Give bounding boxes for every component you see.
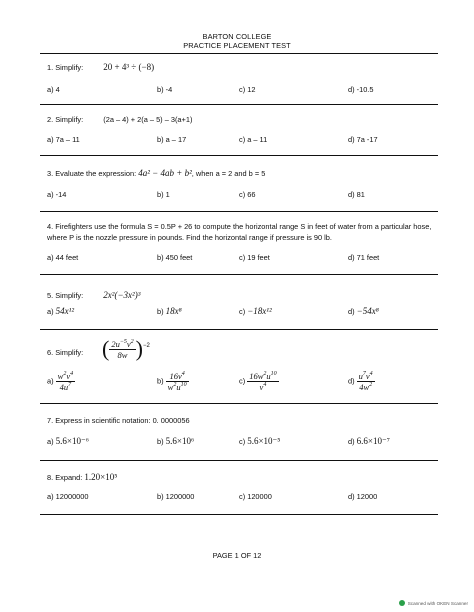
question-8-expr: 1.20×10⁵ xyxy=(84,472,118,482)
question-6-prompt: 6. Simplify: xyxy=(47,348,84,357)
q4-answer-c: c) 19 feet xyxy=(239,253,270,262)
q7-answer-c: c) 5.6×10⁻⁵ xyxy=(239,436,281,446)
divider xyxy=(40,329,438,330)
q6-answer-a: a) $\frac{w^2v^4}{4u^7}$ xyxy=(47,371,74,392)
divider xyxy=(40,274,438,275)
q8-answer-a: a) 12000000 xyxy=(47,492,89,501)
q7-answer-a-expr: 5.6×10⁻⁶ xyxy=(55,436,89,446)
q8-answer-b: b) 1200000 xyxy=(157,492,195,501)
q2-answer-d: d) 7a -17 xyxy=(348,135,378,144)
q5-answer-d-expr: −54x⁸ xyxy=(356,306,379,316)
q8-answer-d: d) 12000 xyxy=(348,492,378,501)
q1-answer-a: a) 4 xyxy=(47,85,60,94)
question-5-expr: 2x²(−3x²)³ xyxy=(103,290,141,300)
q5-answer-c: c) −18x¹² xyxy=(239,306,272,316)
q5-answer-b-expr: 18x⁸ xyxy=(165,306,182,316)
q5-answer-c-expr: −18x¹² xyxy=(247,306,272,316)
question-2-expr: (2a – 4) + 2(a – 5) – 3(a+1) xyxy=(103,115,193,124)
q2-answer-b: b) a – 17 xyxy=(157,135,187,144)
q2-answer-a: a) 7a – 11 xyxy=(47,135,80,144)
q3-answer-a: a) -14 xyxy=(47,190,67,199)
question-1 xyxy=(47,62,154,72)
question-3-expr: 4a² − 4ab + b² xyxy=(138,168,192,178)
page-number: PAGE 1 OF 12 xyxy=(212,551,262,560)
q2-answer-c: c) a – 11 xyxy=(239,135,268,144)
question-1-prompt: 1. Simplify: xyxy=(47,63,84,72)
divider xyxy=(40,104,438,105)
divider xyxy=(40,460,438,461)
divider xyxy=(40,53,438,54)
college-name: BARTON COLLEGE xyxy=(202,32,272,41)
divider xyxy=(40,155,438,156)
q7-answer-b-expr: 5.6×10⁶ xyxy=(165,436,195,446)
q6-answer-b: b) $\frac{16v^4}{w^2u^{10}}$ xyxy=(157,371,187,392)
question-5-prompt: 5. Simplify: xyxy=(47,291,84,300)
q7-answer-a: a) 5.6×10⁻⁶ xyxy=(47,436,89,446)
divider xyxy=(40,211,438,212)
test-title: PRACTICE PLACEMENT TEST xyxy=(183,41,291,50)
question-8-prompt: 8. Expand: xyxy=(47,473,83,482)
question-7 xyxy=(47,416,190,425)
question-6 xyxy=(47,348,83,357)
question-3-prompt: 3. Evaluate the expression: xyxy=(47,169,137,178)
q3-answer-c: c) 66 xyxy=(239,190,256,199)
q8-answer-c: c) 120000 xyxy=(239,492,272,501)
question-3-suffix: , when a = 2 and b = 5 xyxy=(191,169,266,178)
scanner-logo-icon xyxy=(399,600,405,606)
q5-answer-b: b) 18x⁸ xyxy=(157,306,182,316)
divider xyxy=(40,514,438,515)
question-6-expr: ( $\frac{2u^{-5}v^2}{8w}$ )$^{-2}$ xyxy=(102,336,150,361)
question-2 xyxy=(47,115,192,124)
q6-answer-c: c) $\frac{16w^2u^{10}}{v^4}$ xyxy=(239,371,277,392)
q4-answer-a: a) 44 feet xyxy=(47,253,79,262)
q1-answer-c: c) 12 xyxy=(239,85,256,94)
q5-answer-a-expr: 54x¹² xyxy=(55,306,75,316)
q4-answer-b: b) 450 feet xyxy=(157,253,193,262)
q7-answer-c-expr: 5.6×10⁻⁵ xyxy=(247,436,281,446)
scanner-watermark-text: Scanned with OKEN Scanner xyxy=(407,600,468,606)
q5-answer-d: d) −54x⁸ xyxy=(348,306,379,316)
question-5 xyxy=(47,290,140,300)
q6-answer-d: d) $\frac{u^7v^4}{4w^2}$ xyxy=(348,371,373,392)
question-1-expr: 20 + 4³ ÷ (−8) xyxy=(103,62,155,72)
question-4-prompt: 4. Firefighters use the formula S = 0.5P + 26 to compute the horizontal range S in feet of water from a particular hose, where P is the nozzle pressure in pounds. Find the horizontal range if pressure is 90 lb. xyxy=(47,222,432,242)
q4-answer-d: d) 71 feet xyxy=(348,253,380,262)
q5-answer-a: a) 54x¹² xyxy=(47,306,75,316)
question-2-prompt: 2. Simplify: xyxy=(47,115,84,124)
q1-answer-d: d) -10.5 xyxy=(348,85,374,94)
question-3 xyxy=(47,168,265,178)
q1-answer-b: b) -4 xyxy=(157,85,173,94)
question-7-prompt: 7. Express in scientific notation: 0. 0000056 xyxy=(47,416,190,425)
question-8 xyxy=(47,472,117,482)
divider xyxy=(40,403,438,404)
scanner-watermark xyxy=(399,600,468,606)
q3-answer-d: d) 81 xyxy=(348,190,365,199)
q7-answer-b: b) 5.6×10⁶ xyxy=(157,436,195,446)
q7-answer-d: d) 6.6×10⁻⁷ xyxy=(348,436,390,446)
q3-answer-b: b) 1 xyxy=(157,190,170,199)
q7-answer-d-expr: 6.6×10⁻⁷ xyxy=(356,436,390,446)
